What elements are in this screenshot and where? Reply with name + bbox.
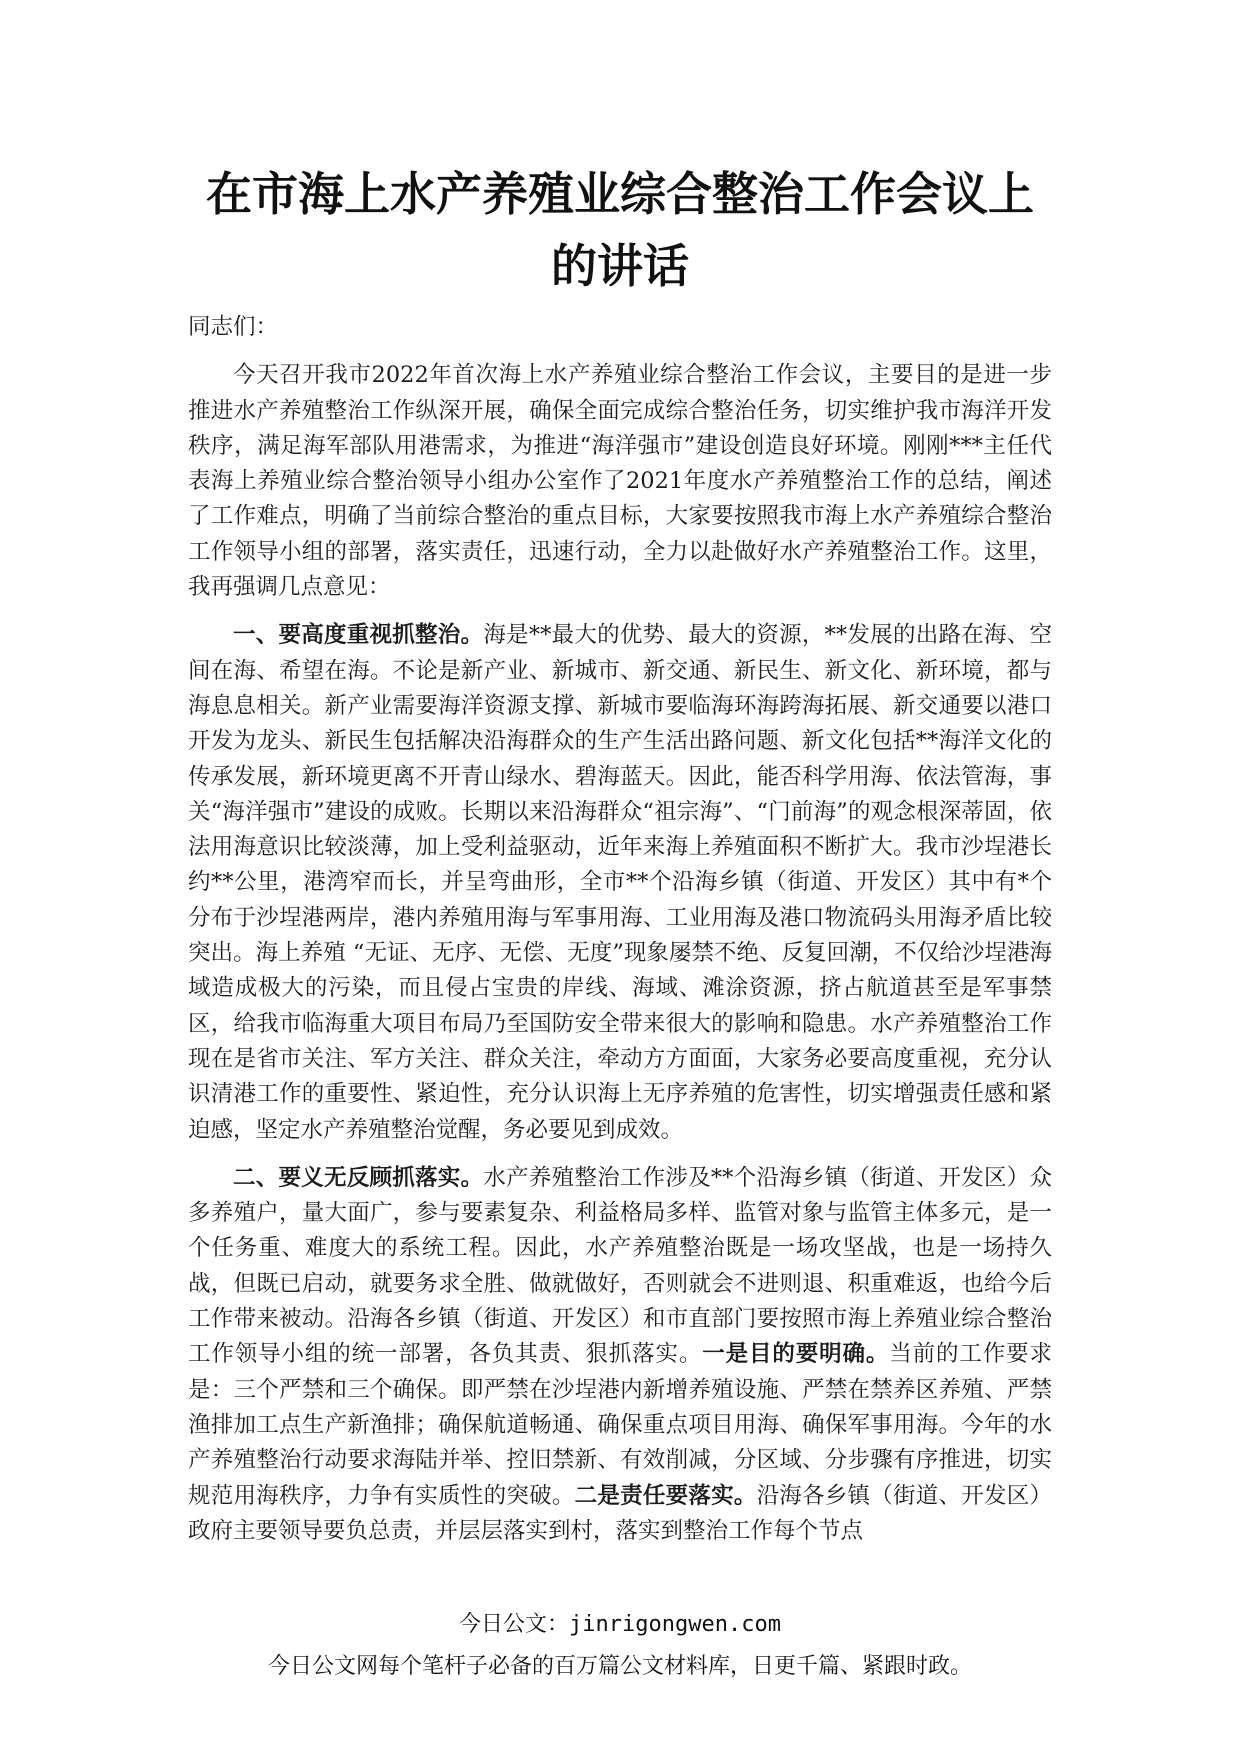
title-line-2: 的讲话	[551, 239, 689, 293]
footer-site-url[interactable]: jinrigongwen.com	[569, 1612, 781, 1637]
salutation: 同志们：	[188, 314, 279, 340]
section-two-text-2: 当前的工作要求是：三个严禁和三个确保。即严禁在沙埕港内新增养殖设施、严禁在禁养区养殖、严禁渔排加工点生产新渔排；确保航道畅通、确保重点项目用海、确保军事用海。今年的水产养殖整治行动要求海陆并举、控旧禁新、有效削减，分区域、分步骤有序推进，切实规范用海秩序，力争有实质性的突破。	[188, 1341, 1052, 1509]
footer-site	[0, 1610, 1240, 1640]
section-two-paragraph	[188, 1161, 1052, 1549]
intro-paragraph: 今天召开我市2022年首次海上水产养殖业综合整治工作会议，主要目的是进一步推进水产养殖整治工作纵深开展，确保全面完成综合整治任务，切实维护我市海洋开发秩序，满足海军部队用港需求，为推进“海洋强市”建设创造良好环境。刚刚***主任代表海上养殖业综合整治领导小组办公室作了2021年度水产养殖整治工作的总结，阐述了工作难点，明确了当前综合整治的重点目标，大家要按照我市海上水产养殖综合整治工作领导小组的部署，落实责任，迅速行动，全力以赴做好水产养殖整治工作。这里，我再强调几点意见：	[188, 362, 1052, 601]
section-one-paragraph	[188, 618, 1052, 1147]
section-one-text: 海是**最大的优势、最大的资源，**发展的出路在海、空间在海、希望在海。不论是新产业、新城市、新交通、新民生、新文化、新环境，都与海息息相关。新产业需要海洋资源支撑、新城市要临海环海跨海拓展、新交通要以港口开发为龙头、新民生包括解决沿海群众的生产生活出路问题、新文化包括**海洋文化的传承发展，新环境更离不开青山绿水、碧海蓝天。因此，能否科学用海、依法管海，事关“海洋强市”建设的成败。长期以来沿海群众“祖宗海”、“门前海”的观念根深蒂固，依法用海意识比较淡薄，加上受利益驱动，近年来海上养殖面积不断扩大。我市沙埕港长约**公里，港湾窄而长，并呈弯曲形，全市**个沿海乡镇（街道、开发区）其中有*个分布于沙埕港两岸，港内养殖用海与军事用海、工业用海及港口物流码头用海矛盾比较突出。海上养殖 “无证、无序、无偿、无度”现象屡禁不绝、反复回潮，不仅给沙埕港海域造成极大的污染，而且侵占宝贵的岸线、海域、滩涂资源，挤占航道甚至是军事禁区，给我市临海重大项目布局乃至国防安全带来很大的影响和隐患。水产养殖整治工作现在是省市关注、军方关注、群众关注，牵动方方面面，大家务必要高度重视，充分认识清港工作的重要性、紧迫性，充分认识海上无序养殖的危害性，切实增强责任感和紧迫感，坚定水产养殖整治觉醒，务必要见到成效。	[188, 622, 1052, 1143]
speech-body	[188, 310, 1052, 1562]
section-one-heading: 一、要高度重视抓整治。	[233, 622, 484, 649]
document-title	[150, 158, 1090, 302]
section-two-heading: 二、要义无反顾抓落实。	[233, 1164, 484, 1191]
footer-slogan: 今日公文网每个笔杆子必备的百万篇公文材料库，日更千篇、紧跟时政。	[267, 1654, 972, 1679]
footer-site-label: 今日公文：	[459, 1612, 570, 1637]
section-two-text-3: 沿海各乡镇（街道、开发区）政府主要领导要负总责，并层层落实到村，落实到整治工作每个节点	[188, 1482, 1052, 1544]
title-line-1: 在市海上水产养殖业综合整治工作会议上	[206, 167, 1034, 221]
point-two-heading: 二是责任要落实。	[574, 1482, 757, 1509]
point-one-heading: 一是目的要明确。	[702, 1341, 890, 1368]
section-two-text-1: 水产养殖整治工作涉及**个沿海乡镇（街道、开发区）众多养殖户，量大面广，参与要素复杂、利益格局多样、监管对象与监管主体多元，是一个任务重、难度大的系统工程。因此，水产养殖整治既是一场攻坚战，也是一场持久战，但既已启动，就要务求全胜、做就做好，否则就会不进则退、积重难返，也给今后工作带来被动。沿海各乡镇（街道、开发区）和市直部门要按照市海上养殖业综合整治工作领导小组的统一部署，各负其责、狠抓落实。	[188, 1164, 1052, 1368]
